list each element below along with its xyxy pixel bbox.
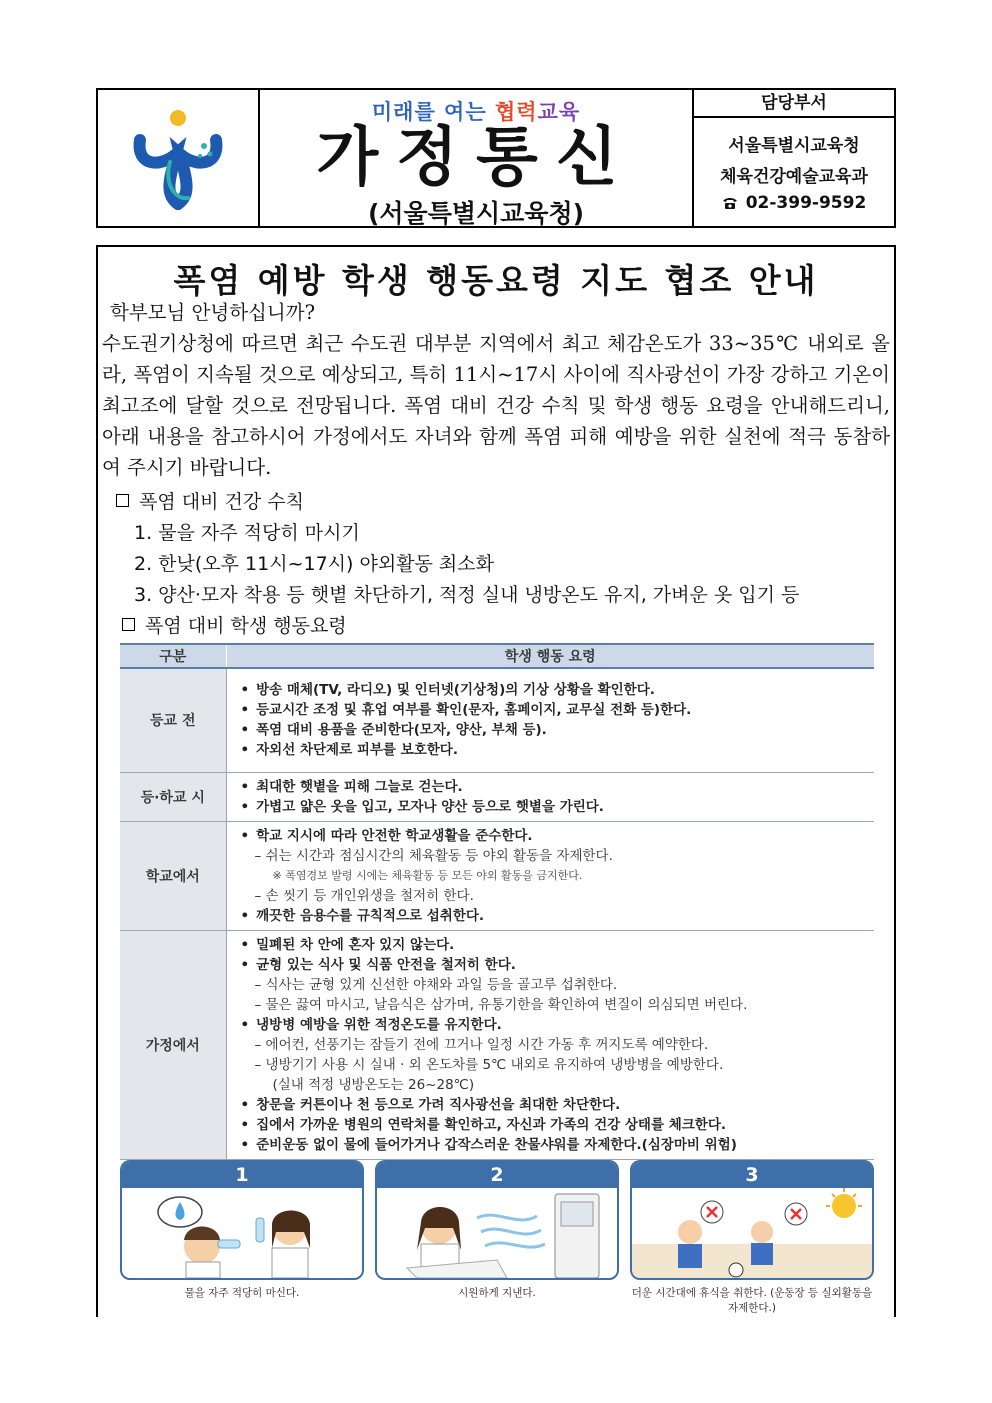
row-category: 학교에서 <box>120 821 226 930</box>
panel-number: 2 <box>377 1162 617 1188</box>
illustration-panels <box>120 1160 874 1316</box>
illustration-panel-2 <box>375 1160 619 1316</box>
section-conduct-rules-title: 폭염 대비 학생 행동요령 <box>145 615 347 637</box>
logo-cell <box>98 90 260 226</box>
conduct-note: ※ 폭염경보 발령 시에는 체육활동 등 모든 야외 활동을 금지한다. <box>272 868 583 882</box>
intro-paragraph: 수도권기상청에 따르면 최근 수도권 대부분 지역에서 최고 체감온도가 33~35℃ 내외로 올라, 폭염이 지속될 것으로 예상되고, 특히 11시~17시 사이에 직사광선이 가장 강하고 기온이 최고조에 달할 것으로 전망됩니다. 폭염 대비 건강 수칙 및 학생 행동 요령을 안내해드리니, 아래 내용을 참고하시어 가정에서도 자녀와 함께 폭염 피해 예방을 위한 실천에 적극 동참하여 주시기 바랍니다. <box>102 332 890 479</box>
conduct-line: • 냉방병 예방을 위한 적정온도를 유지한다. <box>241 1015 875 1035</box>
department-info <box>694 118 894 226</box>
conduct-line: • 자외선 차단제로 피부를 보호한다. <box>241 740 875 760</box>
title-cell <box>260 90 694 226</box>
newsletter-body <box>96 245 896 1317</box>
conduct-line: • 균형 있는 식사 및 식품 안전을 철저히 한다. <box>241 955 875 975</box>
slogan-part3: 교육 <box>537 100 581 124</box>
conduct-line: • 준비운동 없이 물에 들어가거나 갑작스러운 찬물샤워를 자제한다.(심장마비 위험) <box>241 1135 875 1155</box>
row-category: 가정에서 <box>120 930 226 1159</box>
conduct-line: • 방송 매체(TV, 라디오) 및 인터넷(기상청)의 기상 상황을 확인한다. <box>241 680 875 700</box>
department-division: 체육건강예술교육과 <box>720 167 868 187</box>
conduct-line: • 학교 지시에 따라 안전한 학교생활을 준수한다. <box>241 826 875 846</box>
illustration-panel-3 <box>630 1160 874 1316</box>
row-items <box>226 668 874 772</box>
section-conduct-rules <box>122 611 347 642</box>
newsletter-subtitle: (서울특별시교육청) <box>367 199 585 228</box>
panel-caption: 물을 자주 적당히 마신다. <box>184 1287 300 1299</box>
department-phone-line <box>722 193 867 213</box>
newsletter-title: 가정통신 <box>316 121 636 195</box>
conduct-line: • 등교시간 조정 및 휴업 여부를 확인(문자, 홈페이지, 교무실 전화 등)한다. <box>241 700 875 720</box>
row-items <box>226 821 874 930</box>
health-rule-item: 1. 물을 자주 적당히 마시기 <box>134 522 360 544</box>
conduct-line: • 깨끗한 음용수를 규칙적으로 섭취한다. <box>241 906 875 926</box>
slogan-part2: 협력 <box>494 100 538 124</box>
row-items <box>226 930 874 1159</box>
table-row <box>120 821 874 930</box>
table-row <box>120 668 874 772</box>
table-row <box>120 772 874 821</box>
panel-number: 3 <box>632 1162 872 1188</box>
illustration-panel-1 <box>120 1160 364 1316</box>
panel-frame <box>120 1160 364 1280</box>
department-cell <box>694 90 894 226</box>
drinking-water-illustration <box>122 1188 362 1278</box>
conduct-line: (실내 적정 냉방온도는 26~28℃) <box>272 1076 475 1093</box>
phone-icon <box>722 197 738 210</box>
conduct-line: – 식사는 균형 있게 신선한 야채와 과일 등을 골고루 섭취한다. <box>254 976 618 993</box>
row-items <box>226 772 874 821</box>
department-office: 서울특별시교육청 <box>728 136 860 156</box>
table-row <box>120 930 874 1159</box>
conduct-line: • 집에서 가까운 병원의 연락처를 확인하고, 자신과 가족의 건강 상태를 체크한다. <box>241 1115 875 1135</box>
conduct-line: • 가볍고 얇은 옷을 입고, 모자나 양산 등으로 햇볕을 가린다. <box>241 797 875 817</box>
row-category: 등교 전 <box>120 668 226 772</box>
section-health-rules-title: 폭염 대비 건강 수칙 <box>139 491 304 513</box>
conduct-line: – 손 씻기 등 개인위생을 철저히 한다. <box>254 887 474 904</box>
conduct-line: • 밀폐된 차 안에 혼자 있지 않는다. <box>241 935 875 955</box>
conduct-line: • 최대한 햇볕을 피해 그늘로 걷는다. <box>241 777 875 797</box>
department-phone[interactable]: 02-399-9592 <box>745 193 867 213</box>
panel-frame <box>630 1160 874 1280</box>
square-bullet-icon <box>116 494 129 507</box>
greeting: 학부모님 안녕하십니까? <box>110 301 316 324</box>
cool-air-illustration <box>377 1188 617 1278</box>
panel-caption: 더운 시간대에 휴식을 취한다. (운동장 등 실외활동을 자제한다.) <box>631 1287 873 1314</box>
conduct-line: – 쉬는 시간과 점심시간의 체육활동 등 야외 활동을 자제한다. <box>254 847 613 864</box>
health-rule-item: 3. 양산·모자 착용 등 햇볕 차단하기, 적정 실내 냉방온도 유지, 가벼운 옷 입기 등 <box>134 584 800 606</box>
avoid-heat-illustration <box>632 1188 872 1278</box>
conduct-line: – 물은 끓여 마시고, 날음식은 삼가며, 유통기한을 확인하여 변질이 의심되면 버린다. <box>254 996 748 1013</box>
section-health-rules <box>116 487 304 518</box>
table-header-row <box>120 644 874 668</box>
column-header-conduct: 학생 행동 요령 <box>226 644 874 668</box>
slogan-part1: 미래를 여는 <box>371 100 495 124</box>
row-category: 등·하교 시 <box>120 772 226 821</box>
department-label: 담당부서 <box>694 90 894 118</box>
health-rule-item: 2. 한낮(오후 11시~17시) 야외활동 최소화 <box>134 553 494 575</box>
document-title: 폭염 예방 학생 행동요령 지도 협조 안내 <box>173 261 819 300</box>
square-bullet-icon <box>122 618 135 631</box>
conduct-line: • 창문을 커튼이나 천 등으로 가려 직사광선을 최대한 차단한다. <box>241 1095 875 1115</box>
panel-number: 1 <box>122 1162 362 1188</box>
panel-caption: 시원하게 지낸다. <box>458 1287 536 1299</box>
conduct-line: – 냉방기기 사용 시 실내 · 외 온도차를 5℃ 내외로 유지하여 냉방병을 예방한다. <box>254 1056 724 1073</box>
conduct-line: – 에어컨, 선풍기는 잠들기 전에 끄거나 일정 시간 가동 후 꺼지도록 예약한다. <box>254 1036 709 1053</box>
conduct-table <box>120 643 874 1160</box>
conduct-line: • 폭염 대비 용품을 준비한다(모자, 양산, 부채 등). <box>241 720 875 740</box>
newsletter-header <box>96 88 896 228</box>
column-header-category: 구분 <box>120 644 226 668</box>
panel-frame <box>375 1160 619 1280</box>
seoul-education-logo <box>130 106 226 210</box>
